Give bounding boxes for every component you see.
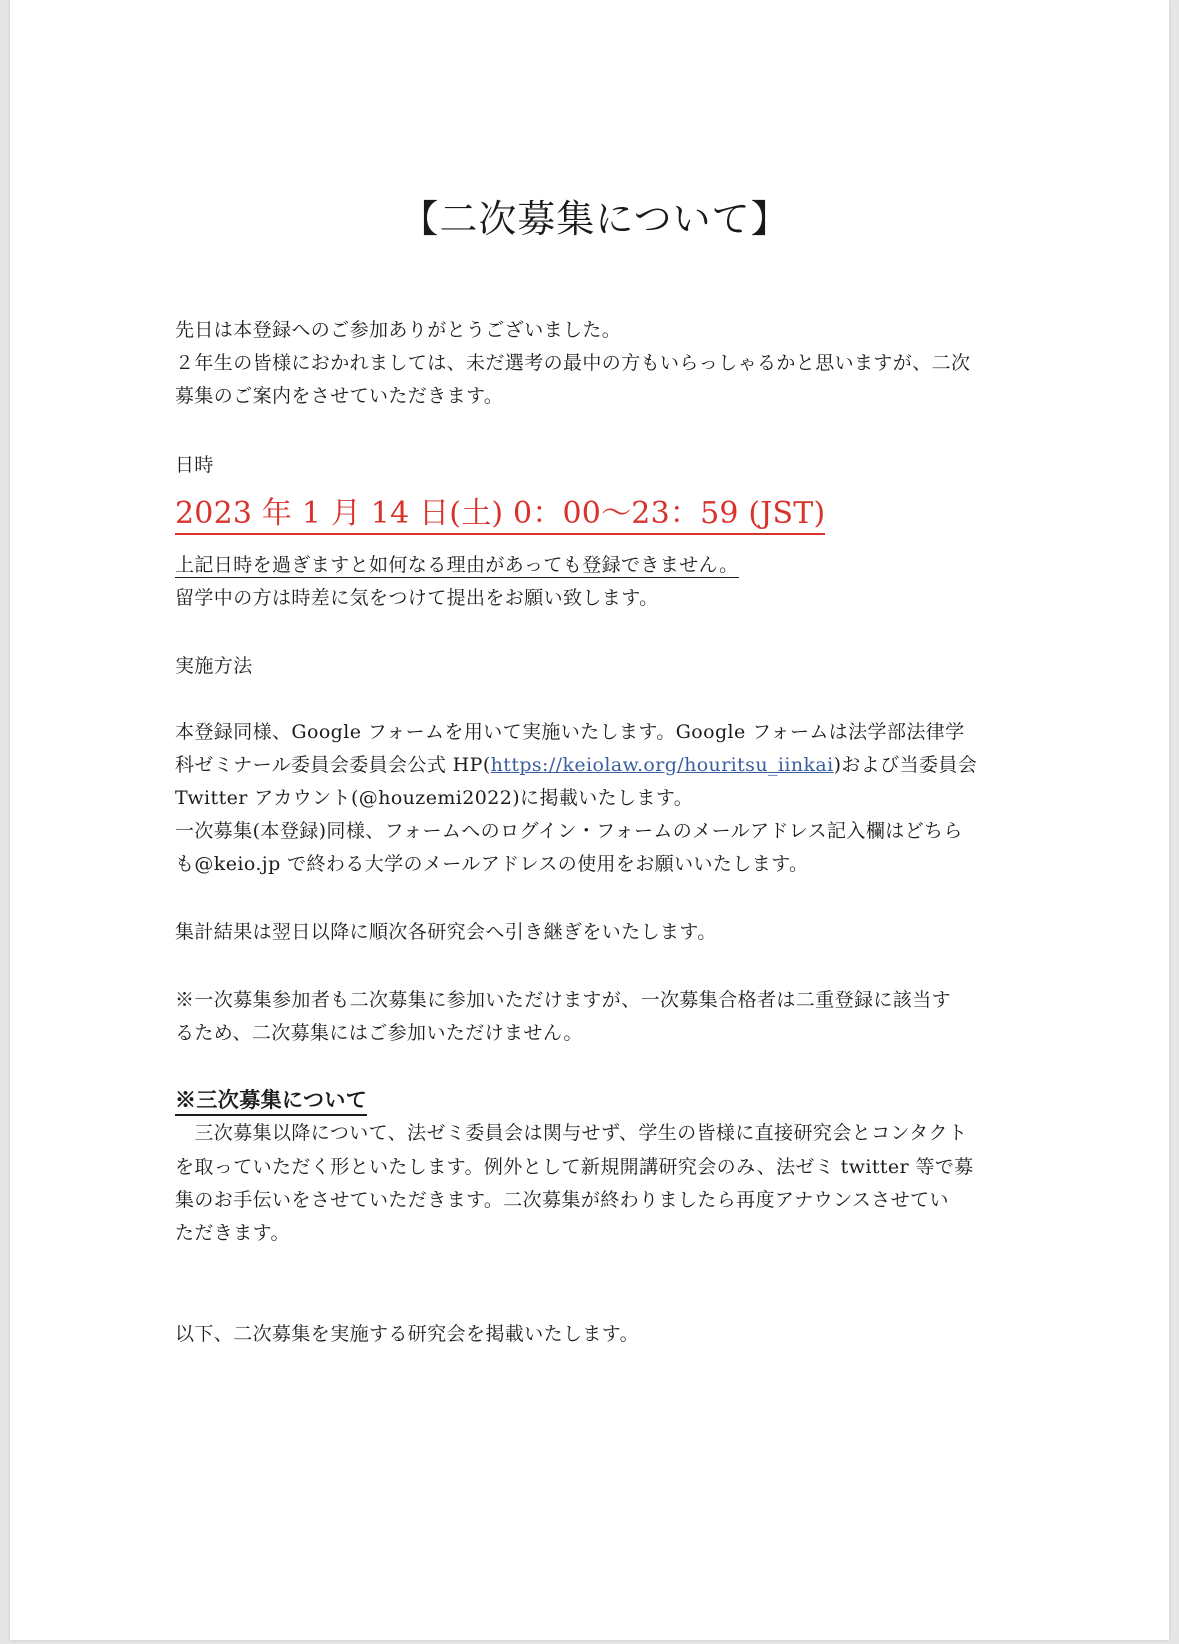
method-text: )および当委員会: [833, 754, 978, 776]
third-body-line: 集のお手伝いをさせていただきます。二次募集が終わりましたら再度アナウンスさせてい: [175, 1189, 949, 1211]
datetime-heading: 日時: [175, 454, 214, 476]
method-line-with-link: [175, 753, 977, 777]
committee-homepage-link[interactable]: https://keiolaw.org/houritsu_iinkai: [490, 754, 834, 776]
abroad-note: 留学中の方は時差に気をつけて提出をお願い致します。: [175, 587, 659, 609]
third-body-line: ただきます。: [175, 1222, 290, 1244]
method-text: 科ゼミナール委員会委員会公式 HP(: [175, 754, 491, 776]
method-line: Twitter アカウント(@houzemi2022)に掲載いたします。: [175, 787, 694, 809]
third-body-line: を取っていただく形といたします。例外として新規開講研究会のみ、法ゼミ twitter 等で募: [175, 1156, 974, 1178]
deadline-note-wrapper: [175, 553, 739, 577]
intro-line: ２年生の皆様におかれましては、未だ選考の最中の方もいらっしゃるかと思いますが、二次: [175, 352, 971, 374]
third-body-line: 三次募集以降について、法ゼミ委員会は関与せず、学生の皆様に直接研究会とコンタクト: [175, 1122, 968, 1144]
results-note: 集計結果は翌日以降に順次各研究会へ引き継ぎをいたします。: [175, 921, 717, 943]
deadline-note: 上記日時を過ぎますと如何なる理由があっても登録できません。: [175, 554, 739, 576]
method-line: も@keio.jp で終わる大学のメールアドレスの使用をお願いいたします。: [175, 853, 809, 875]
closing-line: 以下、二次募集を実施する研究会を掲載いたします。: [175, 1323, 640, 1345]
page-title: 【二次募集について】: [400, 197, 790, 241]
datetime-value-wrapper: [175, 496, 825, 532]
intro-line: 募集のご案内をさせていただきます。: [175, 385, 504, 407]
third-recruitment-heading: ※三次募集について: [175, 1087, 367, 1116]
intro-line: 先日は本登録へのご参加ありがとうございました。: [175, 319, 622, 341]
third-heading-wrapper: [175, 1088, 367, 1113]
method-line: 本登録同様、Google フォームを用いて実施いたします。Google フォームは法学部法律学: [175, 721, 965, 743]
notice-line: るため、二次募集にはご参加いただけません。: [175, 1022, 583, 1044]
method-line: 一次募集(本登録)同様、フォームへのログイン・フォームのメールアドレス記入欄はどちら: [175, 820, 963, 842]
method-heading: 実施方法: [175, 655, 253, 677]
notice-line: ※一次募集参加者も二次募集に参加いただけますが、一次募集合格者は二重登録に該当す: [175, 989, 952, 1011]
document-page: [10, 0, 1169, 1640]
datetime-value: 2023 年 1 月 14 日(土) 0：00〜23：59 (JST): [175, 496, 825, 535]
